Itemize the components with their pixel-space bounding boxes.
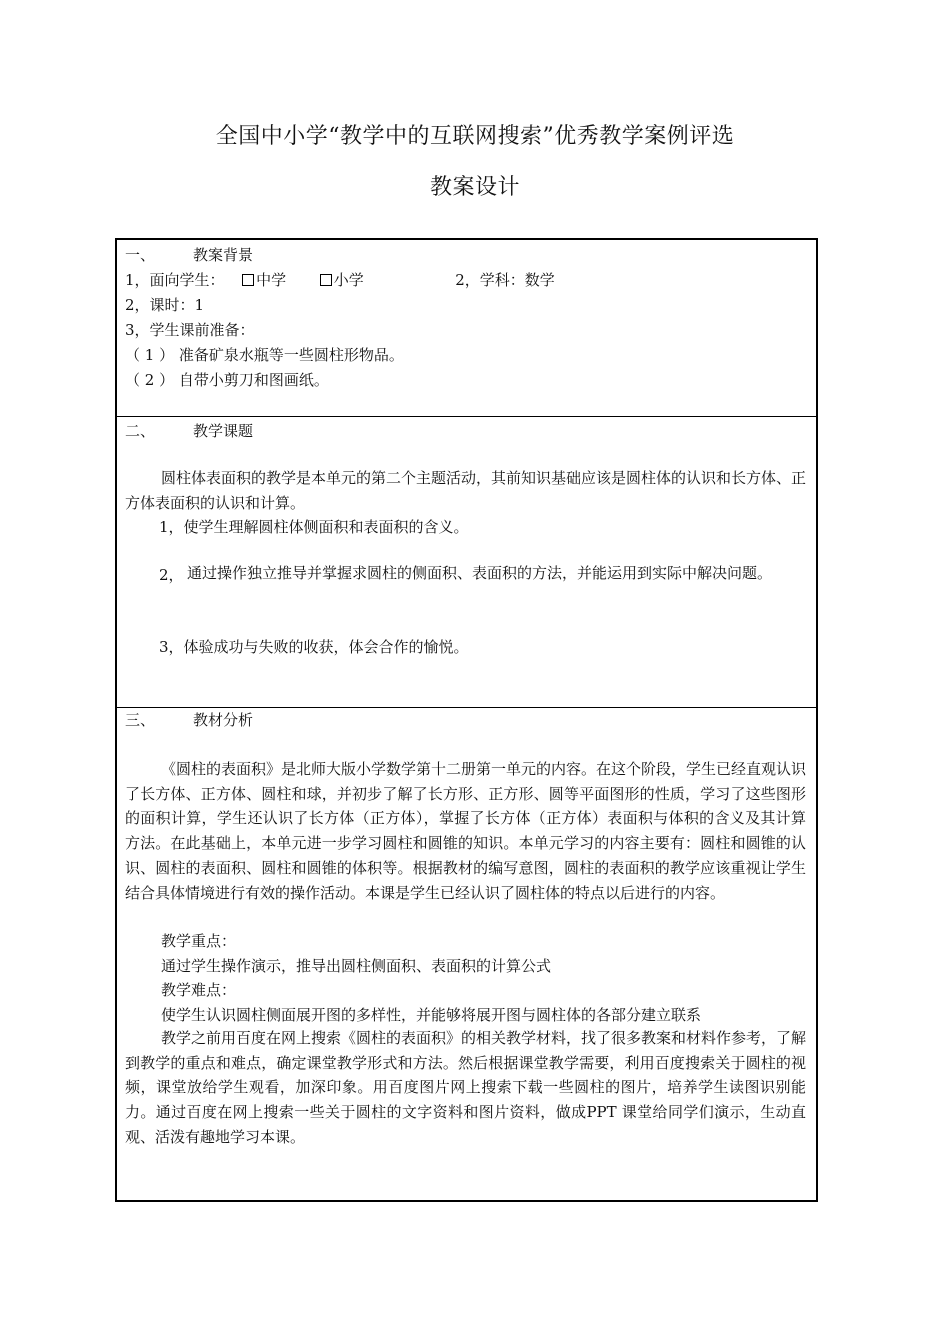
section3-heading [125, 710, 808, 730]
section3-title: 教材分析 [193, 711, 254, 729]
prep-label: 3，学生课前准备： [125, 321, 255, 339]
option-middle-school: 中学 [256, 271, 287, 289]
prep-item-1: （ 1 ） 准备矿泉水瓶等一些圆柱形物品。 [125, 346, 404, 364]
checkbox-middle-school[interactable] [242, 274, 254, 286]
section3-number: 三、 [125, 711, 156, 729]
search-method-paragraph: 教学之前用百度在网上搜索《圆柱的表面积》的相关教学材料，找了很多教案和材料作参考，了解到教学的重点和难点，确定课堂教学形式和方法。然后根据课堂教学需要，利用百度搜索关于圆柱的视频，课堂放给学生观看，加深印象。用百度图片网上搜索下载一些圆柱的图片，培养学生读图识别能力。通过百度在网上搜索一些关于圆柱的文字资料和图片资料，做成PPT 课堂给同学们演示，生动直观、活泼有趣地学习本课。 [125, 1029, 807, 1146]
goal-2-number: 2， [159, 566, 184, 584]
section-material-analysis [117, 708, 816, 1200]
subject-label: 2，学科：数学 [455, 271, 555, 289]
section2-title: 教学课题 [193, 422, 254, 440]
section1-heading [125, 245, 808, 265]
audience-label: 1，面向学生： [125, 271, 225, 289]
section2-heading [125, 421, 808, 441]
audience-row [125, 270, 808, 290]
page-subtitle: 教案设计 [429, 175, 520, 200]
goal-1: 1，使学生理解圆柱体侧面积和表面积的含义。 [159, 518, 469, 536]
section1-title: 教案背景 [193, 246, 254, 264]
goal-2: 通过操作独立推导并掌握求圆柱的侧面积、表面积的方法，并能运用到实际中解决问题。 [187, 564, 773, 582]
section2-number: 二、 [125, 422, 156, 440]
option-primary-school: 小学 [333, 271, 364, 289]
section-topic [117, 417, 816, 708]
checkbox-primary-school[interactable] [320, 274, 332, 286]
key-point: 通过学生操作演示，推导出圆柱侧面积、表面积的计算公式 [161, 957, 552, 975]
section1-number: 一、 [125, 246, 156, 264]
analysis-paragraph: 《圆柱的表面积》是北师大版小学数学第十二册第一单元的内容。在这个阶段，学生已经直观认识了长方体、正方体、圆柱和球，并初步了解了长方形、正方形、圆等平面图形的性质，学习了这些图形的面积计算，学生还认识了长方体（正方体），掌握了长方体（正方体）表面积与体积的含义及其计算方法。在此基础上，本单元进一步学习圆柱和圆锥的知识。本单元学习的内容主要有：圆柱和圆锥的认识、圆柱的表面积、圆柱和圆锥的体积等。根据教材的编写意图，圆柱的表面积的教学应该重视让学生结合具体情境进行有效的操作活动。本课是学生已经认识了圆柱体的特点以后进行的内容。 [125, 760, 807, 902]
topic-intro: 圆柱体表面积的教学是本单元的第二个主题活动，其前知识基础应该是圆柱体的认识和长方体、正方体表面积的认识和计算。 [125, 469, 807, 512]
lesson-count: 2，课时：1 [125, 296, 205, 314]
prep-item-2: （ 2 ） 自带小剪刀和图画纸。 [125, 371, 329, 389]
page-title: 全国中小学“教学中的互联网搜索”优秀教学案例评选 [215, 124, 735, 149]
difficulty-label: 教学难点： [161, 981, 237, 999]
lesson-plan-table [115, 238, 818, 1202]
section-background [117, 240, 816, 417]
key-point-label: 教学重点： [161, 932, 237, 950]
difficulty: 使学生认识圆柱侧面展开图的多样性，并能够将展开图与圆柱体的各部分建立联系 [161, 1006, 702, 1024]
goal-3: 3，体验成功与失败的收获，体会合作的愉悦。 [159, 638, 469, 656]
